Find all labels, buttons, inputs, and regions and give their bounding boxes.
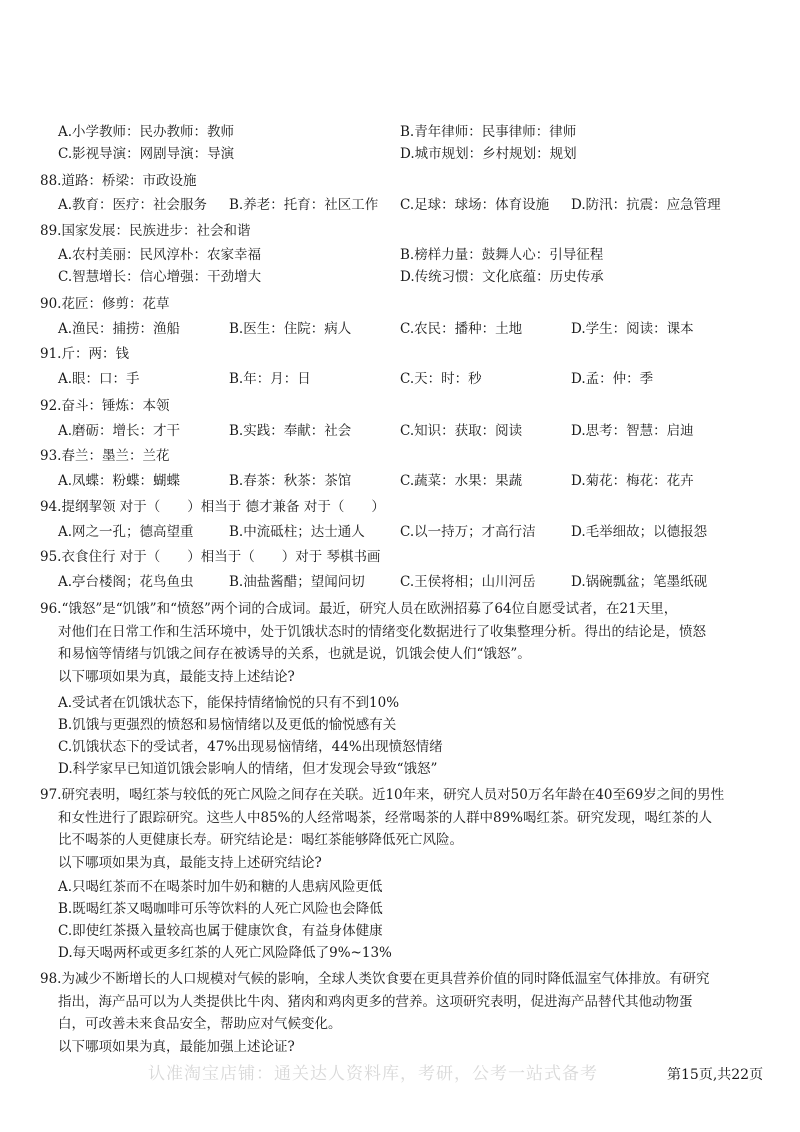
q89-stem: 89.国家发展：民族进步：社会和谐 (40, 223, 251, 239)
q88-option-a: A.教育：医疗：社会服务 (58, 197, 208, 213)
q90-option-a: A.渔民：捕捞：渔船 (58, 321, 181, 337)
q94-option-c: C.以一持万；才高行洁 (400, 524, 536, 540)
q88-stem: 88.道路：桥梁：市政设施 (40, 173, 197, 189)
q96-question: 以下哪项如果为真，最能支持上述结论? (58, 669, 295, 685)
q93-stem: 93.春兰：墨兰：兰花 (40, 448, 170, 464)
q89-option-a: A.农村美丽：民风淳朴：农家幸福 (58, 247, 262, 263)
q96-stem-line-3: 和易恼等情绪与饥饿之间存在被诱导的关系，也就是说，饥饿会使人们“饿怒”。 (58, 646, 531, 662)
q89-option-b: B.榜样力量：鼓舞人心：引导征程 (400, 247, 604, 263)
q91-stem: 91.斤：两：钱 (40, 346, 129, 362)
q96-stem-line-1: 96.“饿怒”是“饥饿”和“愤怒”两个词的合成词。最近，研究人员在欧洲招募了64位自愿受试者，在21天里， (40, 601, 678, 617)
q95-option-d: D.锅碗瓢盆；笔墨纸砚 (571, 574, 708, 590)
q97-option-a: A.只喝红茶而不在喝茶时加牛奶和糖的人患病风险更低 (58, 879, 383, 895)
q97-question: 以下哪项如果为真，最能支持上述研究结论? (58, 855, 322, 871)
q98-stem-line-3: 白，可改善未来食品安全，帮助应对气候变化。 (58, 1016, 342, 1032)
q87-option-d: D.城市规划：乡村规划：规划 (400, 146, 577, 162)
q97-option-d: D.每天喝两杯或更多红茶的人死亡风险降低了9%~13% (58, 945, 392, 961)
q96-stem-line-2: 对他们在日常工作和生活环境中，处于饥饿状态时的情绪变化数据进行了收集整理分析。得出的结论是，愤怒 (58, 624, 706, 640)
q94-option-a: A.网之一孔；德高望重 (58, 524, 194, 540)
q88-option-c: C.足球：球场：体育设施 (400, 197, 550, 213)
q92-option-b: B.实践：奉献：社会 (229, 423, 352, 439)
q92-option-c: C.知识：获取：阅读 (400, 423, 523, 439)
q98-stem-line-2: 指出，海产品可以为人类提供比牛肉、猪肉和鸡肉更多的营养。这项研究表明，促进海产品替代其他动物蛋 (58, 994, 693, 1010)
q97-stem-line-1: 97.研究表明，喝红茶与较低的死亡风险之间存在关联。近10年来，研究人员对50万名年龄在40至69岁之间的男性 (40, 787, 725, 803)
q92-option-a: A.磨砺：增长：才干 (58, 423, 181, 439)
q94-option-d: D.毛举细故；以德报怨 (571, 524, 708, 540)
q90-option-b: B.医生：住院：病人 (229, 321, 352, 337)
q90-option-c: C.农民：播种：土地 (400, 321, 523, 337)
q87-option-c: C.影视导演：网剧导演：导演 (58, 146, 235, 162)
q97-stem-line-3: 比不喝茶的人更健康长寿。研究结论是：喝红茶能够降低死亡风险。 (58, 832, 463, 848)
q93-option-c: C.蔬菜：水果：果蔬 (400, 473, 523, 489)
q95-stem: 95.衣食住行 对于（ ）相当于（ ）对于 琴棋书画 (40, 549, 381, 565)
q98-stem-line-1: 98.为减少不断增长的人口规模对气候的影响，全球人类饮食要在更具营养价值的同时降低温室气体排放。有研究 (40, 971, 710, 987)
q87-option-b: B.青年律师：民事律师：律师 (400, 124, 577, 140)
q92-stem: 92.奋斗：锤炼：本领 (40, 398, 170, 414)
q94-option-b: B.中流砥柱；达士通人 (229, 524, 365, 540)
watermark: 认准淘宝店铺：通关达人资料库，考研，公考一站式备考 (148, 1064, 598, 1084)
q93-option-b: B.春茶：秋茶：茶馆 (229, 473, 352, 489)
q96-option-c: C.饥饿状态下的受试者，47%出现易恼情绪，44%出现愤怒情绪 (58, 739, 443, 755)
q87-option-a: A.小学教师：民办教师：教师 (58, 124, 235, 140)
q91-option-a: A.眼：口：手 (58, 371, 140, 387)
q96-option-d: D.科学家早已知道饥饿会影响人的情绪，但才发现会导致“饿怒” (58, 761, 438, 777)
q95-option-c: C.王侯将相；山川河岳 (400, 574, 536, 590)
q95-option-b: B.油盐酱醋；望闻问切 (229, 574, 365, 590)
q90-option-d: D.学生：阅读：课本 (571, 321, 694, 337)
page-number: 第15页,共22页 (667, 1067, 764, 1083)
q97-option-b: B.既喝红茶又喝咖啡可乐等饮料的人死亡风险也会降低 (58, 901, 383, 917)
q91-option-c: C.天：时：秒 (400, 371, 482, 387)
q94-stem: 94.提纲挈领 对于（ ）相当于 德才兼备 对于（ ） (40, 499, 385, 515)
q90-stem: 90.花匠：修剪：花草 (40, 296, 170, 312)
q97-stem-line-2: 和女性进行了跟踪研究。这些人中85%的人经常喝茶，经常喝茶的人群中89%喝红茶。研究发现，喝红茶的人 (58, 810, 713, 826)
q93-option-a: A.凤蝶：粉蝶：蝴蝶 (58, 473, 181, 489)
q89-option-d: D.传统习惯：文化底蕴：历史传承 (400, 269, 604, 285)
q88-option-b: B.养老：托育：社区工作 (229, 197, 379, 213)
q96-option-b: B.饥饿与更强烈的愤怒和易恼情绪以及更低的愉悦感有关 (58, 717, 397, 733)
q88-option-d: D.防汛：抗震：应急管理 (571, 197, 721, 213)
q91-option-b: B.年：月：日 (229, 371, 311, 387)
q96-option-a: A.受试者在饥饿状态下，能保持情绪愉悦的只有不到10% (58, 695, 400, 711)
q93-option-d: D.菊花：梅花：花卉 (571, 473, 694, 489)
q89-option-c: C.智慧增长：信心增强：干劲增大 (58, 269, 262, 285)
q91-option-d: D.孟：仲：季 (571, 371, 654, 387)
q98-question: 以下哪项如果为真，最能加强上述论证? (58, 1039, 295, 1055)
q95-option-a: A.亭台楼阁；花鸟鱼虫 (58, 574, 194, 590)
q97-option-c: C.即使红茶摄入量较高也属于健康饮食，有益身体健康 (58, 923, 383, 939)
q92-option-d: D.思考：智慧：启迪 (571, 423, 694, 439)
